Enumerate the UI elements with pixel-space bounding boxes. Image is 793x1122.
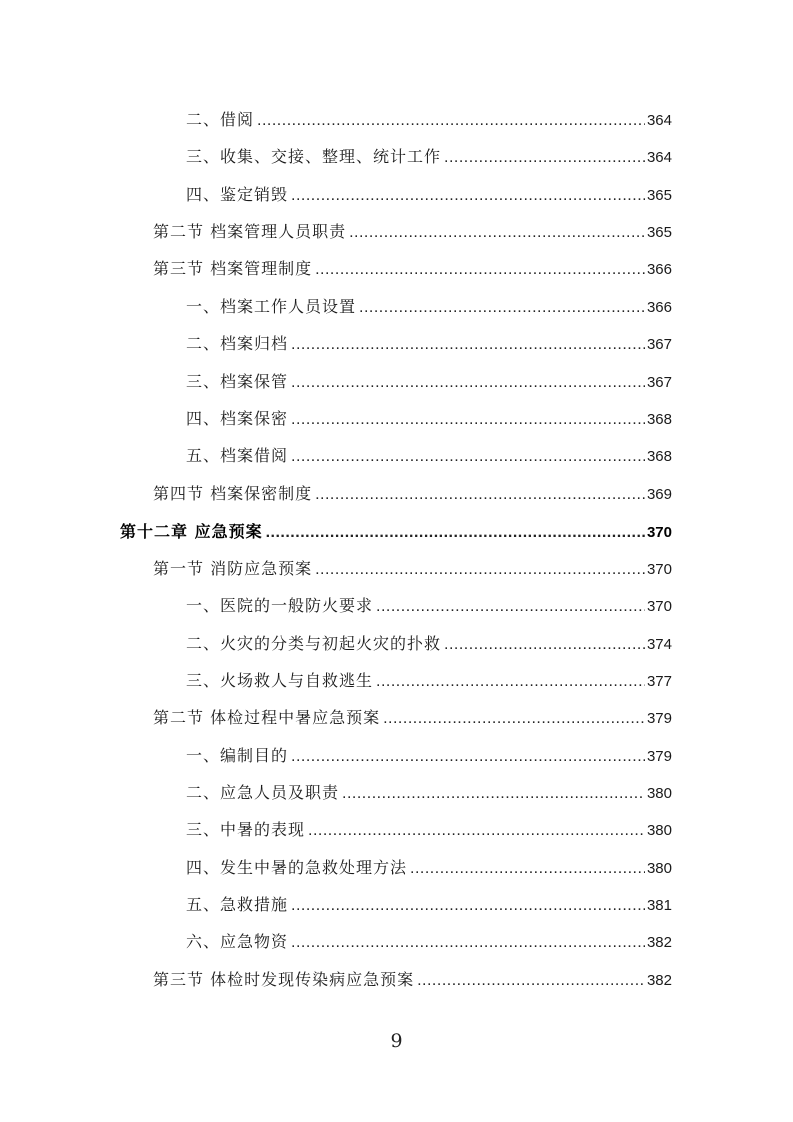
page-number: 9 [390, 1030, 403, 1052]
toc-entry-title: 五、急救措施 [186, 895, 289, 914]
toc-entry-page: 370 [646, 561, 672, 578]
toc-entry-page: 379 [646, 710, 672, 727]
toc-entry-title: 六、应急物资 [186, 932, 289, 951]
toc-dot-leader [291, 743, 645, 771]
toc-entry-page: 382 [646, 972, 672, 989]
toc-entry[interactable] [186, 293, 672, 321]
toc-entry-title: 三、中暑的表现 [186, 820, 306, 839]
toc-entry[interactable] [186, 592, 672, 620]
toc-dot-leader [410, 855, 645, 883]
toc-entry[interactable] [186, 891, 672, 919]
toc-dot-leader [444, 144, 645, 172]
toc-entry-page: 366 [646, 299, 672, 316]
toc-dot-leader [376, 593, 645, 621]
toc-entry[interactable] [186, 181, 672, 209]
toc-entry-page: 380 [646, 822, 672, 839]
toc-entry-title: 四、鉴定销毁 [186, 185, 289, 204]
toc-entry[interactable] [186, 405, 672, 433]
toc-entry[interactable] [186, 928, 672, 956]
toc-dot-leader [315, 256, 645, 284]
toc-entry-title: 一、档案工作人员设置 [186, 297, 357, 316]
toc-entry-title: 二、档案归档 [186, 334, 289, 353]
toc-entry[interactable] [186, 667, 672, 695]
toc-entry-title: 第十二章 应急预案 [120, 522, 263, 541]
toc-entry-title: 三、收集、交接、整理、统计工作 [186, 147, 442, 166]
toc-entry-title: 二、火灾的分类与初起火灾的扑救 [186, 634, 442, 653]
toc-entry[interactable] [186, 106, 672, 134]
toc-entry[interactable] [186, 630, 672, 658]
toc-dot-leader [291, 892, 645, 920]
toc-entry-title: 一、医院的一般防火要求 [186, 596, 374, 615]
toc-entry-title: 第三节 档案管理制度 [153, 259, 313, 278]
toc-dot-leader [291, 369, 645, 397]
toc-entry-title: 四、发生中暑的急救处理方法 [186, 858, 408, 877]
toc-entry-page: 367 [646, 336, 672, 353]
toc-entry-title: 第三节 体检时发现传染病应急预案 [153, 970, 415, 989]
toc-entry[interactable] [153, 555, 672, 583]
toc-entry[interactable] [186, 779, 672, 807]
toc-entry-page: 366 [646, 261, 672, 278]
toc-dot-leader [383, 705, 645, 733]
toc-entry[interactable] [153, 704, 672, 732]
toc-entry-title: 第二节 档案管理人员职责 [153, 222, 347, 241]
toc-dot-leader [359, 294, 645, 322]
toc-entry-page: 369 [646, 486, 672, 503]
toc-entry-page: 382 [646, 934, 672, 951]
toc-chapter-entry[interactable] [120, 518, 672, 546]
toc-entry-title: 第二节 体检过程中暑应急预案 [153, 708, 381, 727]
toc-entry[interactable] [186, 854, 672, 882]
toc-entry-page: 364 [646, 112, 672, 129]
toc-entry-page: 379 [646, 748, 672, 765]
toc-dot-leader [266, 519, 645, 547]
toc-entry[interactable] [153, 218, 672, 246]
toc-entry-page: 377 [646, 673, 672, 690]
toc-dot-leader [315, 481, 645, 509]
toc-entry-title: 三、档案保管 [186, 372, 289, 391]
toc-dot-leader [417, 967, 645, 995]
toc-entry-title: 二、借阅 [186, 110, 255, 129]
toc-dot-leader [349, 219, 645, 247]
toc-entry-title: 三、火场救人与自救逃生 [186, 671, 374, 690]
toc-dot-leader [444, 631, 645, 659]
toc-entry-page: 381 [646, 897, 672, 914]
toc-entry-page: 380 [646, 785, 672, 802]
toc-entry-page: 370 [646, 524, 672, 541]
toc-entry-page: 364 [646, 149, 672, 166]
toc-dot-leader [257, 107, 645, 135]
toc-entry[interactable] [186, 143, 672, 171]
toc-entry-page: 368 [646, 411, 672, 428]
toc-entry[interactable] [153, 966, 672, 994]
toc-dot-leader [308, 817, 645, 845]
toc-dot-leader [291, 331, 645, 359]
toc-dot-leader [376, 668, 645, 696]
toc-entry[interactable] [186, 368, 672, 396]
toc-entry-page: 380 [646, 860, 672, 877]
toc-entry-title: 二、应急人员及职责 [186, 783, 340, 802]
toc-dot-leader [291, 929, 645, 957]
toc-entry-page: 368 [646, 448, 672, 465]
toc-entry-title: 五、档案借阅 [186, 446, 289, 465]
toc-entry-title: 第四节 档案保密制度 [153, 484, 313, 503]
toc-entry-page: 374 [646, 636, 672, 653]
toc-dot-leader [291, 443, 645, 471]
toc-entry-title: 第一节 消防应急预案 [153, 559, 313, 578]
toc-dot-leader [315, 556, 645, 584]
toc-dot-leader [291, 406, 645, 434]
toc-entry[interactable] [186, 742, 672, 770]
toc-entry[interactable] [186, 816, 672, 844]
toc-entry-title: 四、档案保密 [186, 409, 289, 428]
toc-entry-title: 一、编制目的 [186, 746, 289, 765]
toc-entry-page: 370 [646, 598, 672, 615]
toc-entry[interactable] [186, 442, 672, 470]
toc-dot-leader [342, 780, 645, 808]
toc-entry-page: 367 [646, 374, 672, 391]
toc-entry-page: 365 [646, 187, 672, 204]
toc-entry[interactable] [186, 330, 672, 358]
toc-entry[interactable] [153, 480, 672, 508]
toc-dot-leader [291, 182, 645, 210]
toc-entry-page: 365 [646, 224, 672, 241]
toc-entry[interactable] [153, 255, 672, 283]
